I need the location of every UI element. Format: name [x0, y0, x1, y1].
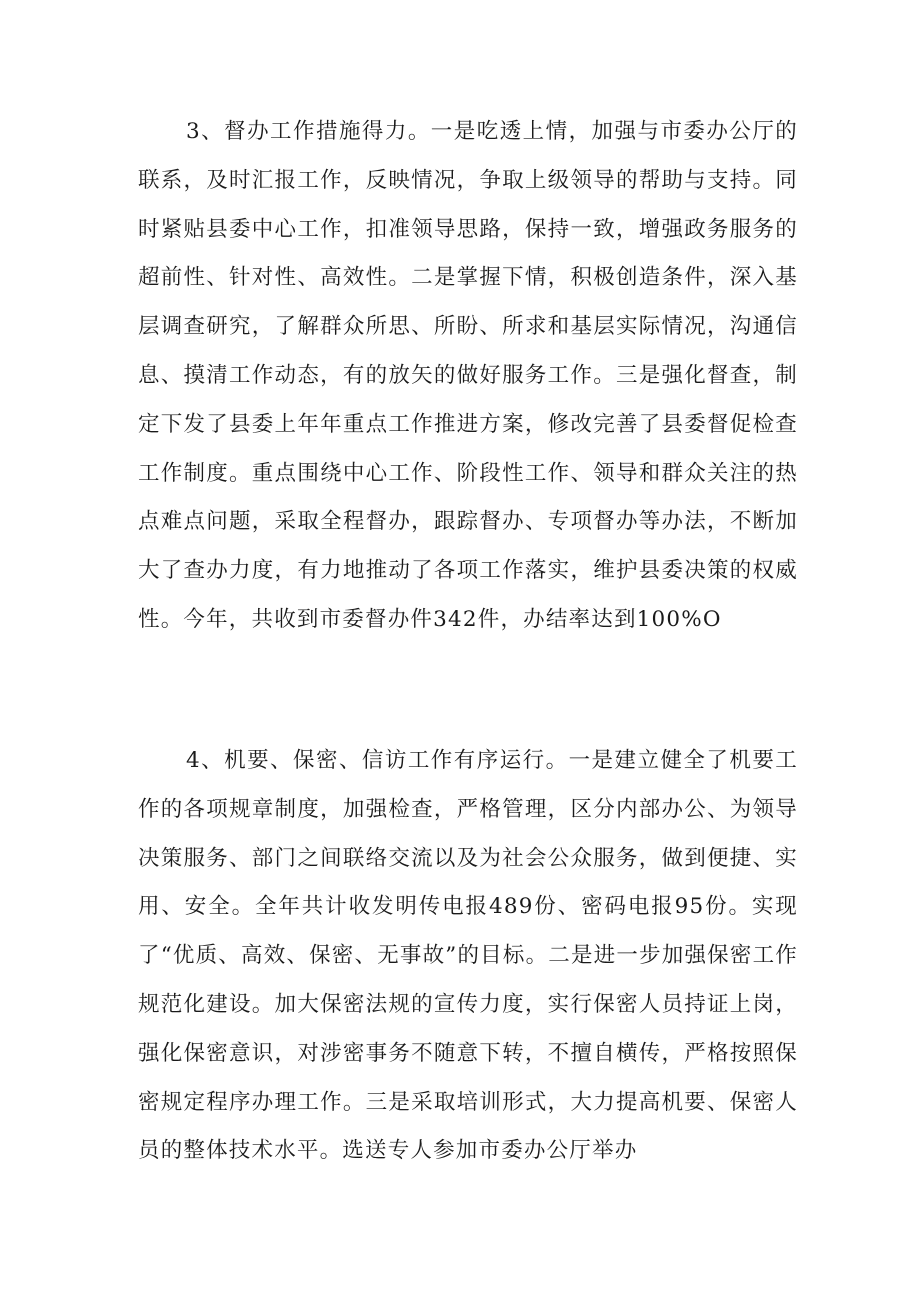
- paragraph-confidential-work: 4、机要、保密、信访工作有序运行。一是建立健全了机要工作的各项规章制度，加强检查，严格管理，区分内部办公、为领导决策服务、部门之间联络交流以及为社会公众服务，做到便捷、实用、安全。全年共计收发明传电报489份、密码电报95份。实现了“优质、高效、保密、无事故”的目标。二是进一步加强保密工作规范化建设。加大保密法规的宣传力度，实行保密人员持证上岗，强化保密意识，对涉密事务不随意下转，不擅自横传，严格按照保密规定程序办理工作。三是采取培训形式，大力提高机要、保密人员的整体技术水平。选送专人参加市委办公厅举办: [138, 748, 798, 1164]
- paragraph-supervision-work: 3、督办工作措施得力。一是吃透上情，加强与市委办公厅的联系，及时汇报工作，反映情况，争取上级领导的帮助与支持。同时紧贴县委中心工作，扣准领导思路，保持一致，增强政务服务的超前性、针对性、高效性。二是掌握下情，积极创造条件，深入基层调查研究，了解群众所思、所盼、所求和基层实际情况，沟通信息、摸清工作动态，有的放矢的做好服务工作。三是强化督查，制定下发了县委上年年重点工作推进方案，修改完善了县委督促检查工作制度。重点围绕中心工作、阶段性工作、领导和群众关注的热点难点问题，采取全程督办，跟踪督办、专项督办等办法，不断加大了查办力度，有力地推动了各项工作落实，维护县委决策的权威性。今年，共收到市委督办件342件，办结率达到100%O: [138, 119, 798, 632]
